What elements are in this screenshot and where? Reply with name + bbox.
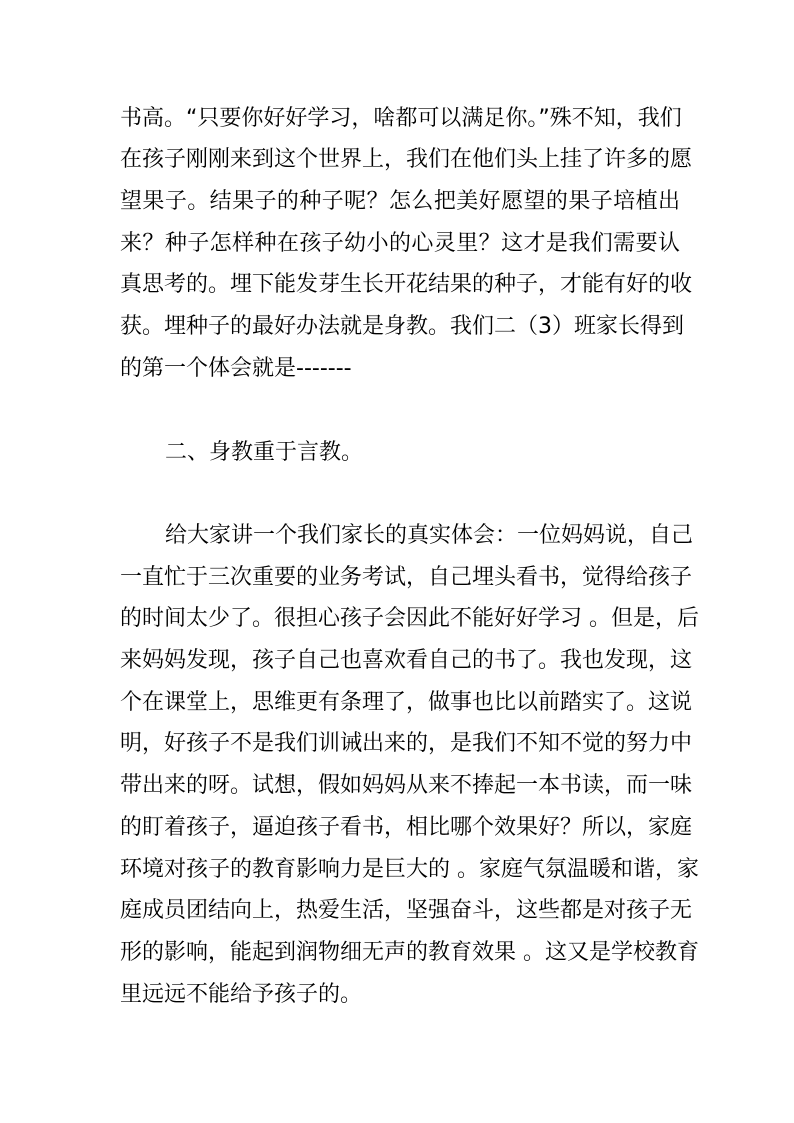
paragraph-2-line-3: 的时间太少了。很担心孩子会因此不能好好学习 。但是，后 (120, 606, 699, 631)
paragraph-2-line-7: 带出来的呀。试想，假如妈妈从来不捧起一本书读，而一味 (120, 773, 693, 798)
paragraph-1-line-2: 在孩子刚刚来到这个世界上，我们在他们头上挂了许多的愿 (120, 147, 693, 172)
paragraph-1-line-7: 的第一个体会就是------- (120, 356, 352, 381)
paragraph-2-line-11: 形的影响，能起到润物细无声的教育效果 。这又是学校教育 (120, 940, 699, 965)
paragraph-2-line-1: 给大家讲一个我们家长的真实体会：一位妈妈说，自己 (165, 523, 694, 548)
paragraph-2-line-4: 来妈妈发现，孩子自己也喜欢看自己的书了。我也发现，这 (120, 648, 693, 673)
paragraph-2-line-5: 个在课堂上，思维更有条理了，做事也比以前踏实了。这说 (120, 690, 693, 715)
paragraph-1-line-1: 书高。“只要你好好学习，啥都可以满足你。”殊不知，我们 (120, 106, 682, 131)
section-heading: 二、身教重于言教。 (165, 440, 364, 465)
paragraph-2-line-12: 里远远不能给予孩子的。 (120, 982, 363, 1007)
paragraph-2-line-9: 环境对孩子的教育影响力是巨大的 。家庭气氛温暖和谐，家 (120, 857, 699, 882)
paragraph-2-line-6: 明，好孩子不是我们训诫出来的，是我们不知不觉的努力中 (120, 731, 693, 756)
paragraph-1-line-5: 真思考的。埋下能发芽生长开花结果的种子，才能有好的收 (120, 272, 693, 297)
paragraph-2-line-2: 一直忙于三次重要的业务考试，自己埋头看书，觉得给孩子 (120, 565, 693, 590)
paragraph-1-line-6: 获。埋种子的最好办法就是身教。我们二（3）班家长得到 (120, 314, 684, 339)
paragraph-2-line-10: 庭成员团结向上，热爱生活，坚强奋斗，这些都是对孩子无 (120, 898, 693, 923)
paragraph-1-line-3: 望果子。结果子的种子呢？怎么把美好愿望的果子培植出 (120, 189, 680, 214)
paragraph-2-line-8: 的盯着孩子，逼迫孩子看书，相比哪个效果好？所以，家庭 (120, 815, 693, 840)
paragraph-1-line-4: 来？种子怎样种在孩子幼小的心灵里？这才是我们需要认 (120, 231, 680, 256)
